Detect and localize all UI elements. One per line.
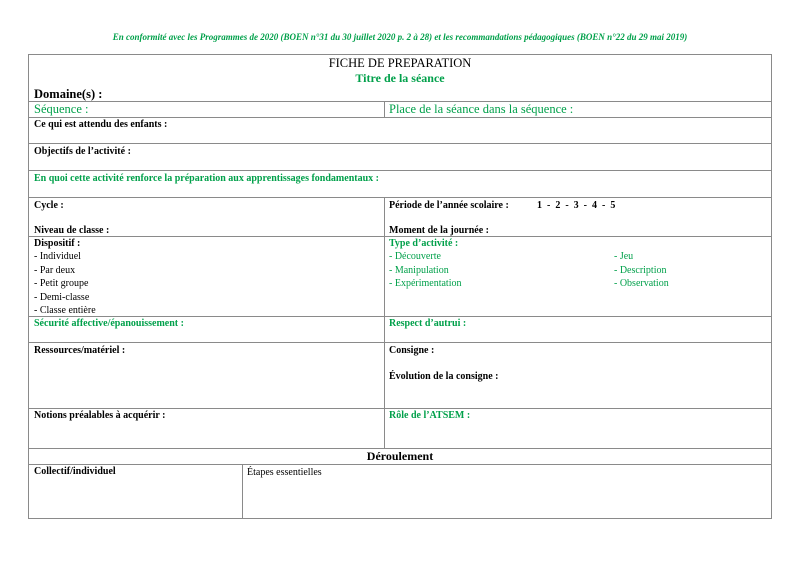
deroulement-heading: Déroulement [366,449,434,463]
row-divider [29,316,771,317]
preparation-sheet [28,54,772,519]
type-activite-item: - Description [614,264,667,276]
dispositif-item: - Individuel [34,251,81,262]
sheet-title: FICHE DE PREPARATION [328,56,472,70]
cycle-label: Cycle : [34,200,64,211]
periode-label: Période de l’année scolaire : [389,200,509,211]
column-divider [384,101,385,118]
collectif-label: Collectif/individuel [34,466,116,477]
column-divider [384,197,385,448]
domaine-label: Domaine(s) : [34,87,103,101]
respect-label: Respect d’autrui : [389,318,467,329]
place-label: Place de la séance dans la séquence : [389,102,574,116]
type-activite-item: - Observation [614,278,669,289]
row-divider [29,117,771,118]
niveau-label: Niveau de classe : [34,225,110,236]
dispositif-item: - Petit groupe [34,278,89,289]
row-divider [29,464,771,465]
header-note: En conformité avec les Programmes de 2020 (BOEN n°31 du 30 juillet 2020 p. 2 à 28) et les recommandations pédagogiques (BOEN n°22 du 29 mai 2019) [112,32,688,42]
sequence-label: Séquence : [34,102,89,116]
periode-values: 1 - 2 - 3 - 4 - 5 [537,200,616,211]
moment-label: Moment de la journée : [389,225,489,236]
etapes-label: Étapes essentielles [247,467,322,478]
row-divider [29,143,771,144]
attendu-label: Ce qui est attendu des enfants : [34,119,168,130]
securite-label: Sécurité affective/épanouissement : [34,318,184,329]
evolution-consigne-label: Évolution de la consigne : [389,371,499,382]
renforce-label: En quoi cette activité renforce la préparation aux apprentissages fondamentaux : [34,173,379,184]
consigne-label: Consigne : [389,345,435,356]
objectifs-label: Objectifs de l’activité : [34,146,131,157]
row-divider [29,408,771,409]
type-activite-item: - Jeu [614,251,634,262]
dispositif-item: - Demi-classe [34,291,90,303]
dispositif-label: Dispositif : [34,238,81,249]
type-activite-item: - Manipulation [389,264,449,276]
type-activite-item: - Découverte [389,251,441,262]
atsem-label: Rôle de l’ATSEM : [389,410,471,421]
row-divider [29,170,771,171]
ressources-label: Ressources/matériel : [34,345,126,356]
type-activite-item: - Expérimentation [389,278,462,289]
column-divider [242,464,243,519]
row-divider [29,197,771,198]
type-activite-label: Type d’activité : [389,238,459,249]
session-title: Titre de la séance [355,71,445,85]
dispositif-item: - Par deux [34,264,76,276]
notions-label: Notions préalables à acquérir : [34,410,166,421]
dispositif-item: - Classe entière [34,305,96,316]
row-divider [29,342,771,343]
